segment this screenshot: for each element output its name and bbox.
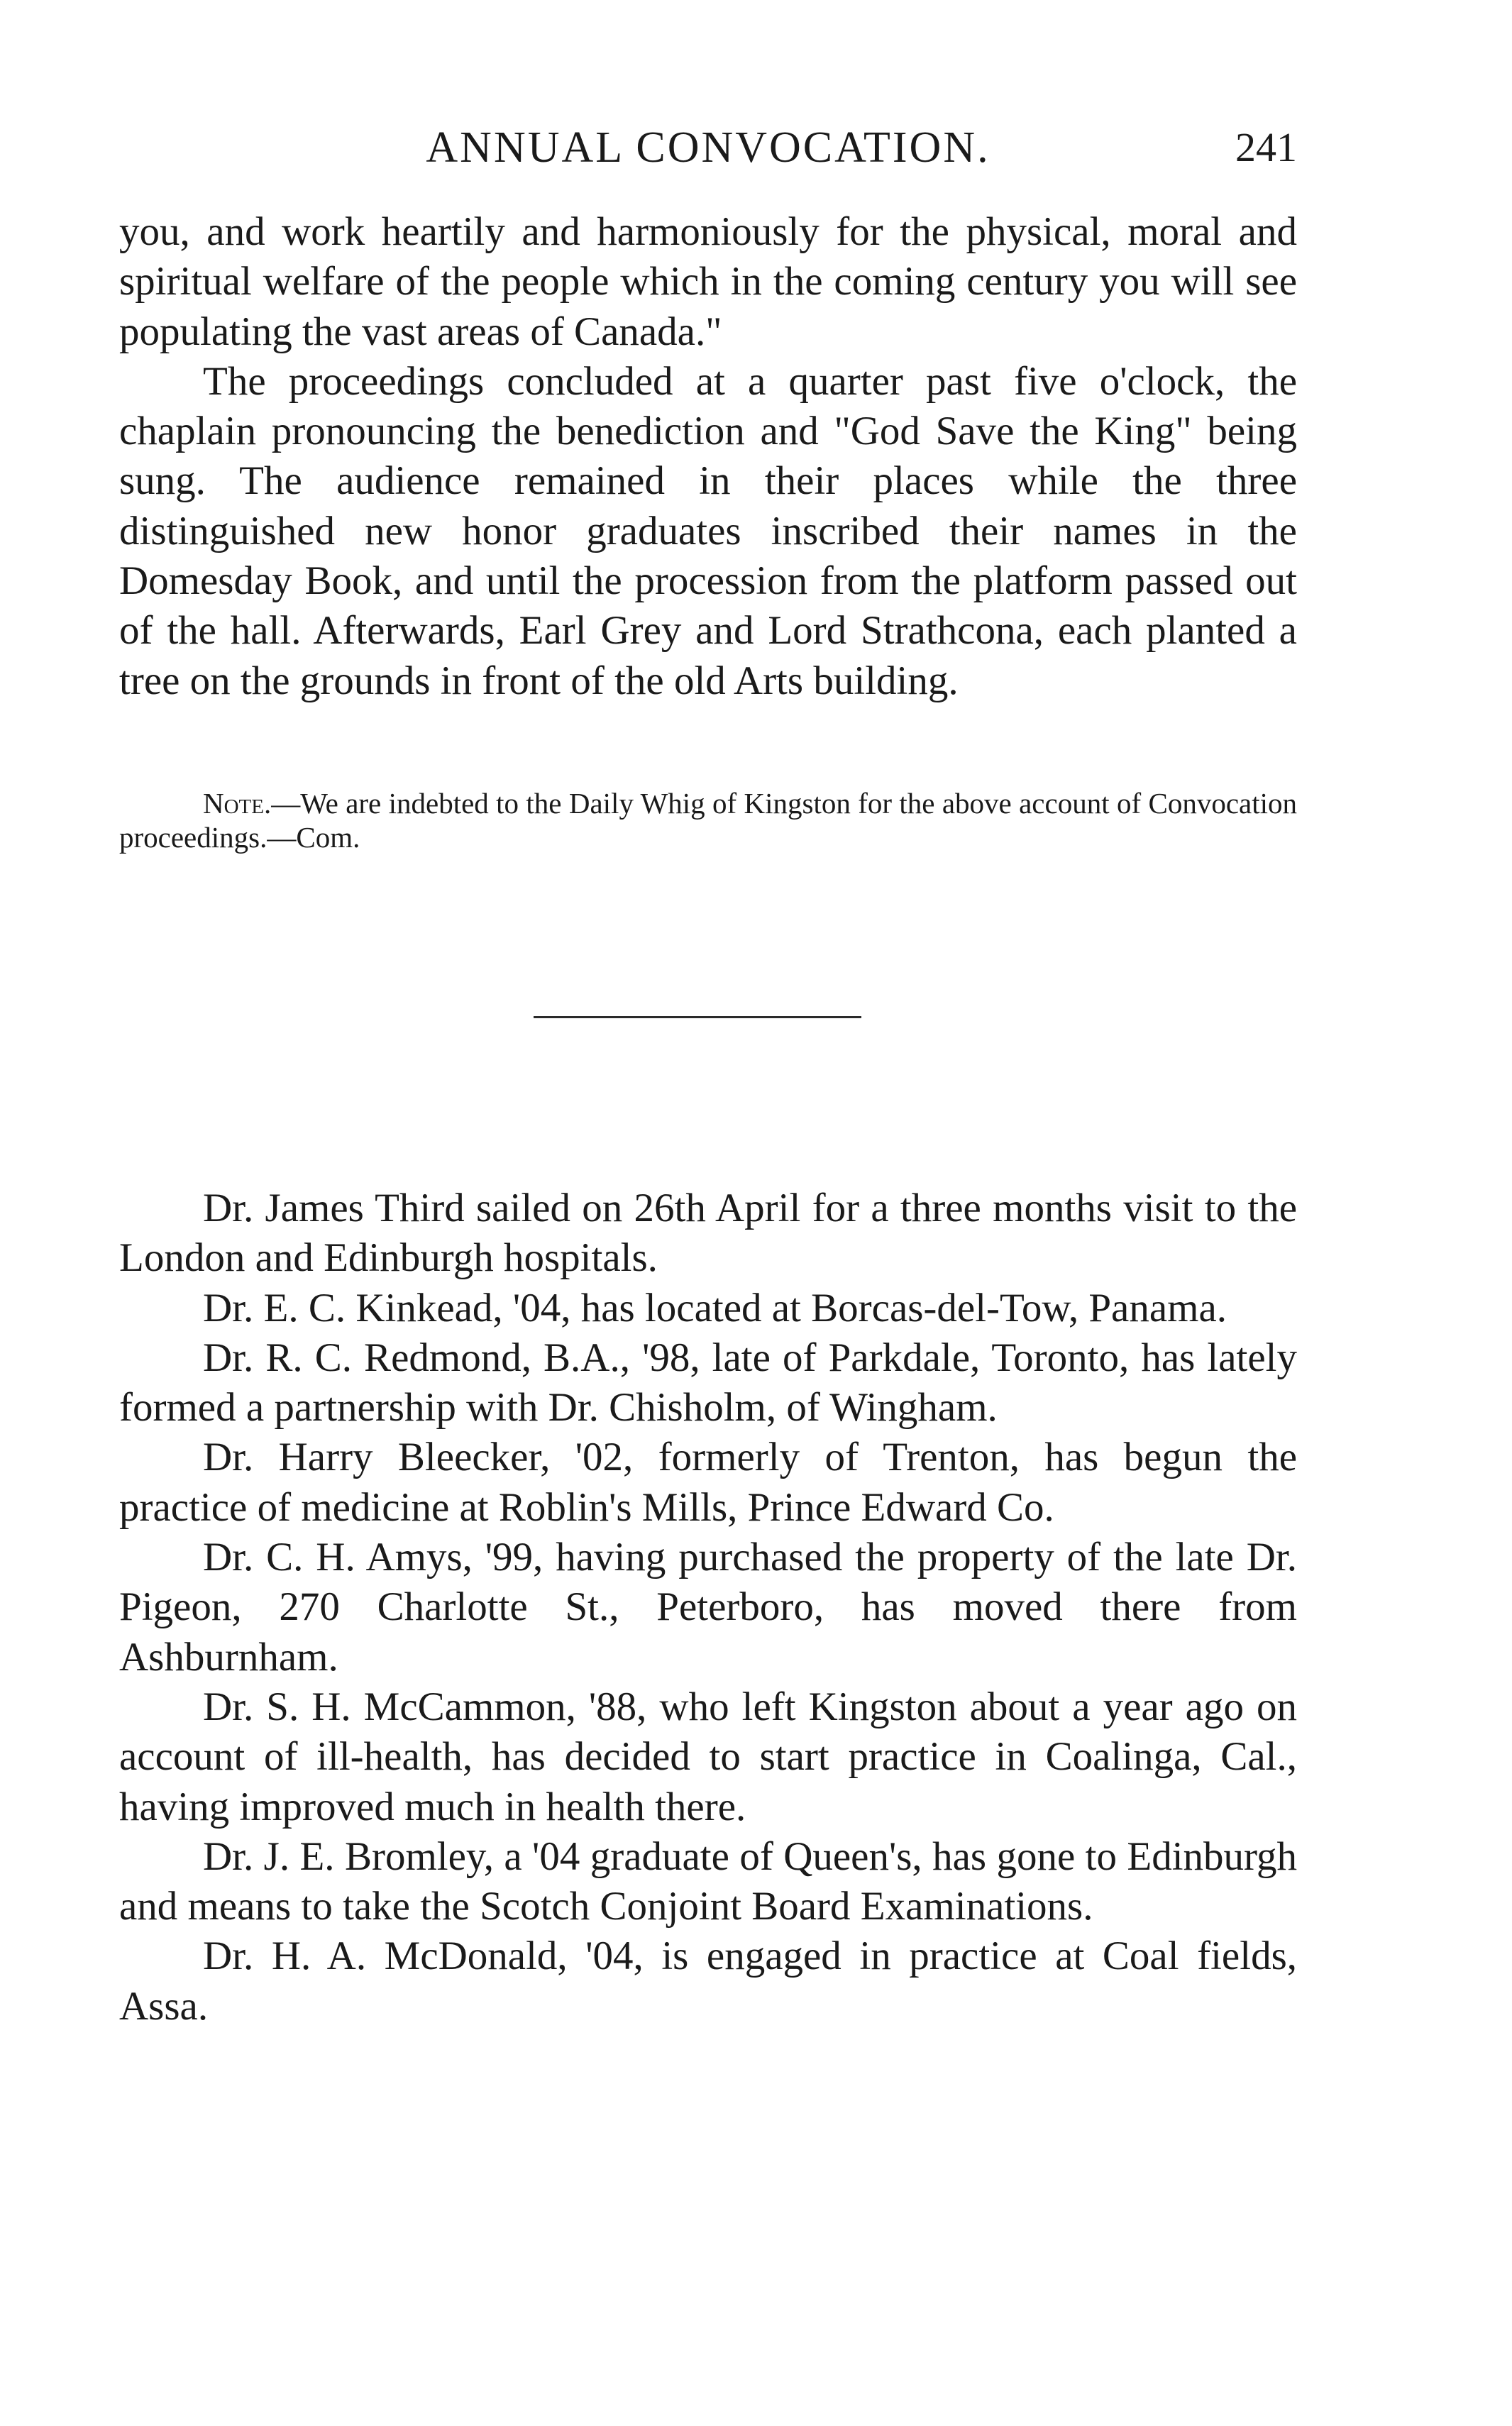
alumni-note: Dr. James Third sailed on 26th April for a three months visit to the London and Edinburgh hospitals. (119, 1186, 1297, 1281)
convocation-paragraph: you, and work heartily and harmoniously for the physical, moral and spiritual welfare of the people which in the coming century you will see populating the vast areas of Canada." (119, 209, 1297, 354)
convocation-report (119, 207, 1297, 706)
note-label: Note. (203, 787, 272, 820)
alumni-note: Dr. Harry Bleecker, '02, formerly of Trenton, has begun the practice of medicine at Roblin's Mills, Prince Edward Co. (119, 1435, 1297, 1530)
alumni-note: Dr. C. H. Amys, '99, having purchased the property of the late Dr. Pigeon, 270 Charlotte St., Peterboro, has moved there from Ashburnham. (119, 1535, 1297, 1680)
alumni-note: Dr. H. A. McDonald, '04, is engaged in practice at Coal fields, Assa. (119, 1934, 1297, 2029)
running-title: ANNUAL CONVOCATION. (426, 123, 990, 172)
convocation-paragraph: The proceedings concluded at a quarter past five o'clock, the chaplain pronouncing the benediction and "God Save the King" being sung. The audience remained in their places while the three distinguished new honor graduates inscribed their names in the Domesday Book, and until the procession from the platform passed out of the hall. Afterwards, Earl Grey and Lord Strathcona, each planted a tree on the grounds in front of the old Arts building. (119, 358, 1297, 703)
editorial-note (119, 786, 1297, 854)
alumni-note: Dr. R. C. Redmond, B.A., '98, late of Parkdale, Toronto, has lately formed a partnership with Dr. Chisholm, of Wingham. (119, 1335, 1297, 1430)
alumni-notes (119, 1184, 1297, 2031)
page-number: 241 (1235, 124, 1297, 170)
note-paragraph (119, 786, 1297, 854)
alumni-note: Dr. J. E. Bromley, a '04 graduate of Queen's, has gone to Edinburgh and means to take the Scotch Conjoint Board Examinations. (119, 1834, 1297, 1929)
alumni-note: Dr. E. C. Kinkead, '04, has located at Borcas-del-Tow, Panama. (203, 1285, 1227, 1330)
note-text: —We are indebted to the Daily Whig of Kingston for the above account of Convocation proceedings.—Com. (119, 787, 1297, 854)
alumni-note: Dr. S. H. McCammon, '88, who left Kingston about a year ago on account of ill-health, has decided to start practice in Coalinga, Cal., having improved much in health there. (119, 1684, 1297, 1829)
section-divider (534, 1016, 861, 1018)
page-header (119, 119, 1297, 176)
